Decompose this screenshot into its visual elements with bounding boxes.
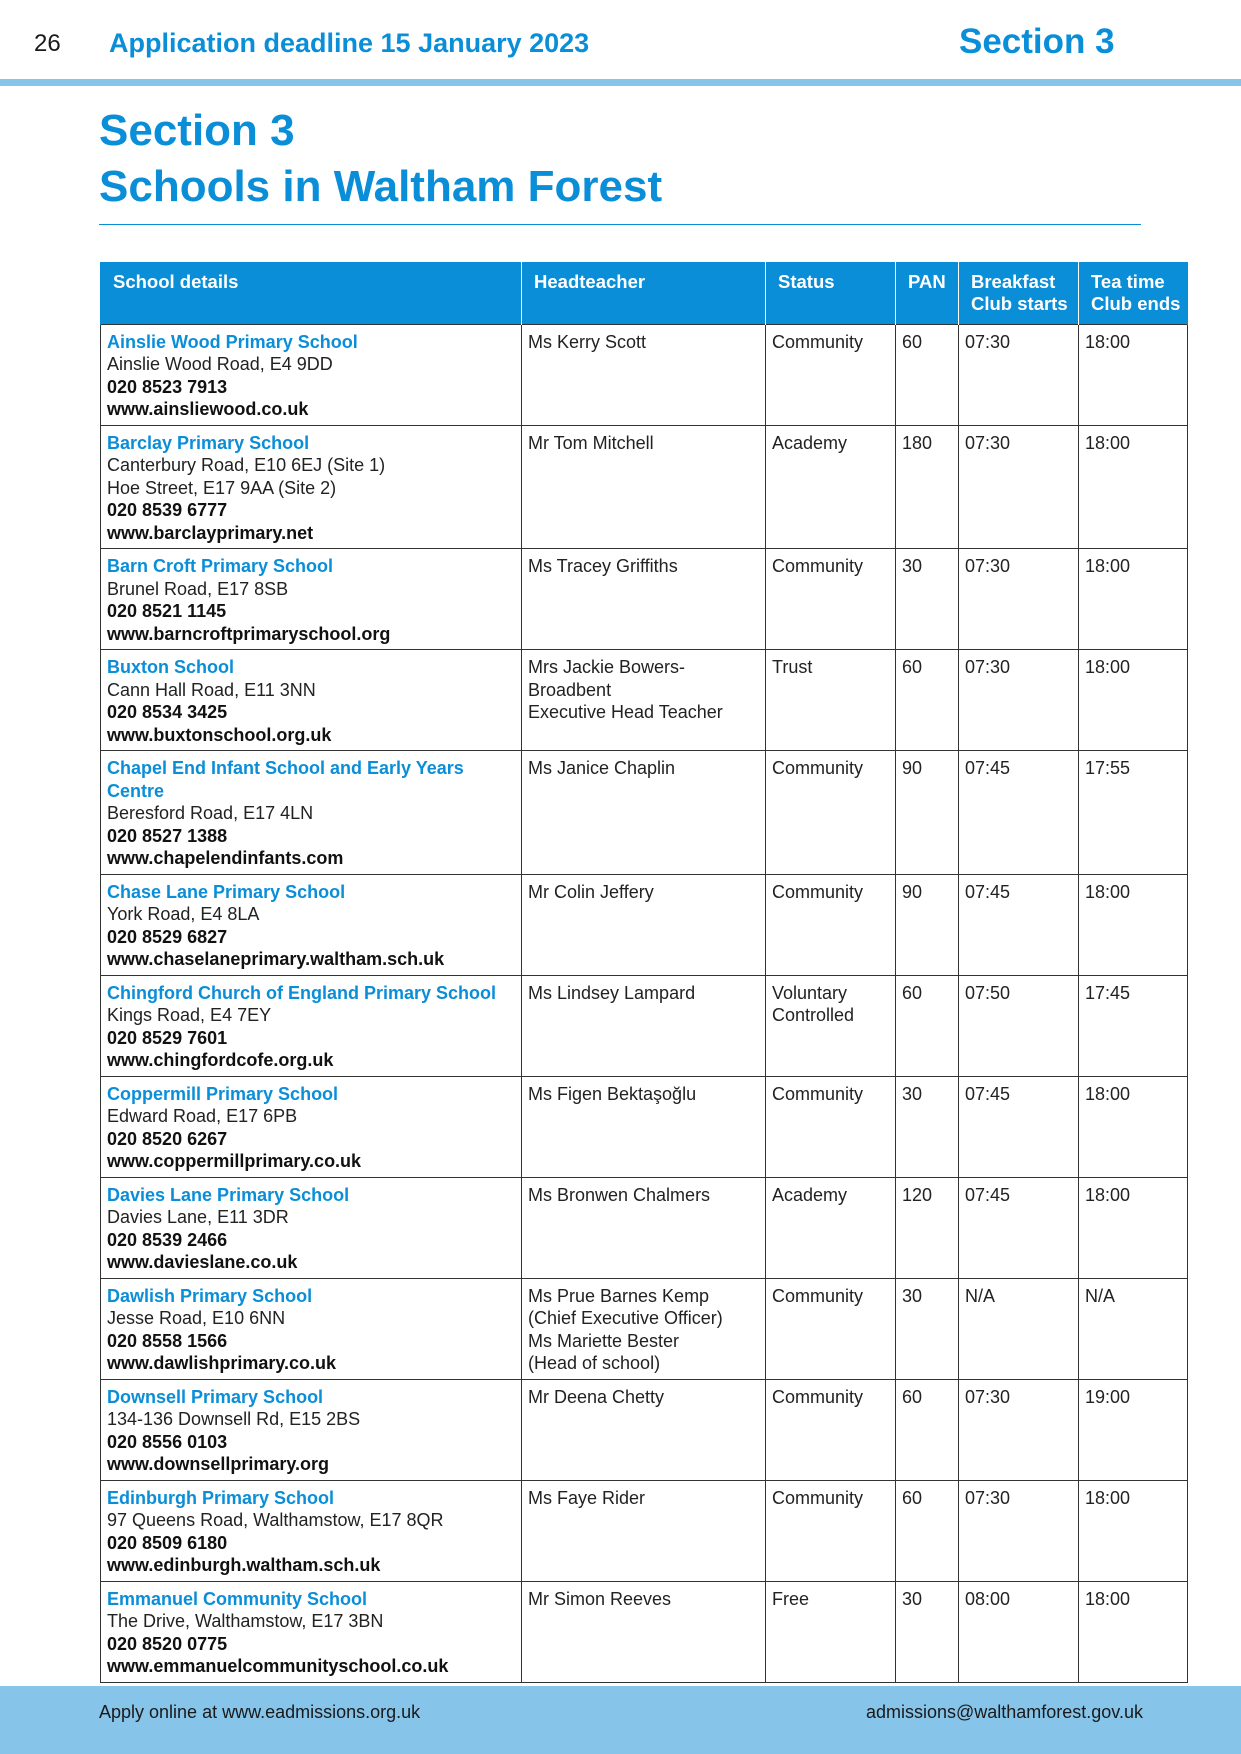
status-cell xyxy=(766,975,896,1076)
status-cell xyxy=(766,1379,896,1480)
school-phone: 020 8520 6267 xyxy=(107,1128,228,1149)
school-name: Downsell Primary School xyxy=(107,1386,324,1407)
headteacher-line: Ms Janice Chaplin xyxy=(528,758,676,778)
school-phone: 020 8529 6827 xyxy=(107,926,228,947)
status-cell xyxy=(766,1076,896,1177)
school-address: Brunel Road, E17 8SB xyxy=(107,578,289,599)
headteacher-line: Ms Prue Barnes Kemp xyxy=(528,1285,710,1306)
breakfast-club-cell: 07:30 xyxy=(959,1379,1079,1480)
school-phone: 020 8527 1388 xyxy=(107,825,228,846)
pan-cell: 60 xyxy=(896,975,959,1076)
headteacher-cell xyxy=(522,1581,766,1682)
status-line: Community xyxy=(772,1285,864,1306)
tea-header-line-1: Tea time xyxy=(1091,271,1165,292)
table-row xyxy=(101,1379,1188,1480)
table-row xyxy=(101,874,1188,975)
headteacher-line: Ms Kerry Scott xyxy=(528,331,647,352)
school-details-cell xyxy=(101,1278,522,1379)
school-details-cell xyxy=(101,975,522,1076)
school-phone: 020 8539 2466 xyxy=(107,1229,228,1250)
school-phone: 020 8509 6180 xyxy=(107,1532,228,1553)
schools-table xyxy=(100,262,1188,1683)
col-header-breakfast xyxy=(959,262,1079,324)
tea-club-cell: 19:00 xyxy=(1079,1379,1188,1480)
school-address: Jesse Road, E10 6NN xyxy=(107,1308,286,1328)
col-header-headteacher: Headteacher xyxy=(522,262,766,324)
tea-club-cell: 18:00 xyxy=(1079,874,1188,975)
headteacher-cell xyxy=(522,1177,766,1278)
pan-cell: 180 xyxy=(896,425,959,549)
headteacher-line: Mr Deena Chetty xyxy=(528,1386,665,1407)
headteacher-cell xyxy=(522,751,766,875)
school-details-cell xyxy=(101,650,522,751)
tea-club-cell: 18:00 xyxy=(1079,1177,1188,1278)
status-line: Controlled xyxy=(772,1005,855,1025)
headteacher-line: Ms Tracey Griffiths xyxy=(528,556,678,576)
headteacher-cell xyxy=(522,1379,766,1480)
pan-cell: 60 xyxy=(896,1480,959,1581)
headteacher-cell xyxy=(522,874,766,975)
school-details-cell xyxy=(101,1581,522,1682)
pan-cell: 30 xyxy=(896,1278,959,1379)
tea-club-cell: 18:00 xyxy=(1079,324,1188,425)
school-name: Ainslie Wood Primary School xyxy=(107,331,358,352)
pan-cell: 30 xyxy=(896,1076,959,1177)
tea-header-line-2: Club ends xyxy=(1091,293,1181,314)
page-number: 26 xyxy=(34,30,61,57)
headteacher-line: (Head of school) xyxy=(528,1353,661,1373)
school-details-cell xyxy=(101,1076,522,1177)
col-header-status: Status xyxy=(766,262,896,324)
contact-email: admissions@walthamforest.gov.uk xyxy=(865,1702,1143,1722)
table-row xyxy=(101,1581,1188,1682)
headteacher-line: Ms Figen Bektaşoğlu xyxy=(528,1083,697,1104)
tea-club-cell: 18:00 xyxy=(1079,1480,1188,1581)
table-row xyxy=(101,324,1188,425)
headteacher-cell xyxy=(522,1076,766,1177)
breakfast-club-cell: 07:30 xyxy=(959,324,1079,425)
status-line: Community xyxy=(772,1083,864,1104)
school-phone: 020 8556 0103 xyxy=(107,1431,228,1452)
tea-club-cell: 17:55 xyxy=(1079,751,1188,875)
tea-club-cell: 18:00 xyxy=(1079,650,1188,751)
pan-cell: 90 xyxy=(896,874,959,975)
title-line-1: Section 3 xyxy=(99,106,295,155)
school-website: www.chingfordcofe.org.uk xyxy=(107,1050,334,1070)
school-website: www.edinburgh.waltham.sch.uk xyxy=(107,1555,381,1575)
school-phone: 020 8529 7601 xyxy=(107,1027,228,1048)
headteacher-cell xyxy=(522,650,766,751)
breakfast-club-cell: 07:45 xyxy=(959,1177,1079,1278)
headteacher-cell xyxy=(522,1278,766,1379)
headteacher-line: Ms Mariette Bester xyxy=(528,1330,680,1351)
status-cell xyxy=(766,650,896,751)
breakfast-club-cell: 07:45 xyxy=(959,1076,1079,1177)
school-name: Dawlish Primary School xyxy=(107,1285,313,1306)
tea-club-cell: N/A xyxy=(1079,1278,1188,1379)
school-address: Hoe Street, E17 9AA (Site 2) xyxy=(107,477,337,498)
table-row xyxy=(101,1076,1188,1177)
school-website: www.coppermillprimary.co.uk xyxy=(107,1151,362,1171)
school-address: 97 Queens Road, Walthamstow, E17 8QR xyxy=(107,1510,444,1530)
school-address: Kings Road, E4 7EY xyxy=(107,1005,272,1025)
headteacher-line: Mr Tom Mitchell xyxy=(528,432,654,453)
school-details-cell xyxy=(101,324,522,425)
headteacher-cell xyxy=(522,324,766,425)
status-line: Community xyxy=(772,881,864,902)
headteacher-line: Broadbent xyxy=(528,679,612,700)
pan-cell: 90 xyxy=(896,751,959,875)
headteacher-line: Ms Lindsey Lampard xyxy=(528,982,696,1003)
header-rule xyxy=(0,79,1241,86)
table-row xyxy=(101,975,1188,1076)
headteacher-line: Executive Head Teacher xyxy=(528,702,723,722)
title-divider xyxy=(99,224,1141,225)
school-address: Edward Road, E17 6PB xyxy=(107,1106,298,1126)
headteacher-line: Mr Colin Jeffery xyxy=(528,881,654,902)
school-name: Chapel End Infant School and Early Years Centre xyxy=(107,758,464,801)
status-cell xyxy=(766,1278,896,1379)
table-row xyxy=(101,1278,1188,1379)
table-row xyxy=(101,425,1188,549)
status-cell xyxy=(766,549,896,650)
school-address: 134-136 Downsell Rd, E15 2BS xyxy=(107,1409,361,1429)
headteacher-cell xyxy=(522,1480,766,1581)
school-details-cell xyxy=(101,751,522,875)
status-line: Academy xyxy=(772,1184,848,1205)
deadline-text: Application deadline 15 January 2023 xyxy=(109,28,590,58)
breakfast-club-cell: 07:45 xyxy=(959,874,1079,975)
tea-club-cell: 18:00 xyxy=(1079,425,1188,549)
school-name: Chingford Church of England Primary School xyxy=(107,982,497,1003)
headteacher-line: Mrs Jackie Bowers- xyxy=(528,657,686,677)
apply-online-text: Apply online at www.eadmissions.org.uk xyxy=(99,1702,421,1722)
school-name: Chase Lane Primary School xyxy=(107,881,346,902)
pan-cell: 30 xyxy=(896,1581,959,1682)
breakfast-club-cell: N/A xyxy=(959,1278,1079,1379)
breakfast-header-line-2: Club starts xyxy=(971,293,1068,314)
school-website: www.barclayprimary.net xyxy=(107,522,314,543)
school-website: www.davieslane.co.uk xyxy=(107,1252,298,1272)
status-cell xyxy=(766,1177,896,1278)
pan-cell: 60 xyxy=(896,1379,959,1480)
school-website: www.emmanuelcommunityschool.co.uk xyxy=(107,1656,449,1676)
pan-cell: 60 xyxy=(896,650,959,751)
school-details-cell xyxy=(101,549,522,650)
school-website: www.barncroftprimaryschool.org xyxy=(107,623,391,644)
page-header xyxy=(0,0,1241,86)
school-details-cell xyxy=(101,1177,522,1278)
school-phone: 020 8539 6777 xyxy=(107,500,228,520)
breakfast-club-cell: 07:30 xyxy=(959,549,1079,650)
pan-cell: 120 xyxy=(896,1177,959,1278)
school-name: Emmanuel Community School xyxy=(107,1588,368,1609)
status-cell xyxy=(766,425,896,549)
school-address: Ainslie Wood Road, E4 9DD xyxy=(107,354,333,374)
page-title xyxy=(99,103,662,215)
status-line: Community xyxy=(772,758,864,778)
status-line: Voluntary xyxy=(772,982,848,1003)
school-name: Edinburgh Primary School xyxy=(107,1487,335,1508)
table-row xyxy=(101,1177,1188,1278)
school-website: www.dawlishprimary.co.uk xyxy=(107,1353,337,1373)
school-website: www.chapelendinfants.com xyxy=(107,848,344,868)
school-details-cell xyxy=(101,1379,522,1480)
school-address: The Drive, Walthamstow, E17 3BN xyxy=(107,1611,384,1631)
school-phone: 020 8523 7913 xyxy=(107,376,228,397)
school-name: Barn Croft Primary School xyxy=(107,556,334,576)
pan-cell: 30 xyxy=(896,549,959,650)
status-line: Free xyxy=(772,1588,810,1609)
col-header-tea xyxy=(1079,262,1188,324)
pan-cell: 60 xyxy=(896,324,959,425)
status-line: Academy xyxy=(772,432,848,453)
school-details-cell xyxy=(101,874,522,975)
status-cell xyxy=(766,751,896,875)
school-website: www.buxtonschool.org.uk xyxy=(107,724,332,745)
breakfast-club-cell: 07:45 xyxy=(959,751,1079,875)
status-line: Community xyxy=(772,556,864,576)
school-phone: 020 8520 0775 xyxy=(107,1633,228,1654)
status-line: Trust xyxy=(772,657,813,677)
school-website: www.ainsliewood.co.uk xyxy=(107,399,309,419)
school-phone: 020 8558 1566 xyxy=(107,1330,228,1351)
table-header-row xyxy=(101,262,1188,324)
status-cell xyxy=(766,324,896,425)
status-line: Community xyxy=(772,1487,864,1508)
headteacher-line: Mr Simon Reeves xyxy=(528,1588,672,1609)
school-address: Canterbury Road, E10 6EJ (Site 1) xyxy=(107,455,386,475)
breakfast-header-line-1: Breakfast xyxy=(971,271,1056,292)
status-cell xyxy=(766,1581,896,1682)
school-details-cell xyxy=(101,425,522,549)
tea-club-cell: 18:00 xyxy=(1079,1581,1188,1682)
school-details-cell xyxy=(101,1480,522,1581)
breakfast-club-cell: 07:30 xyxy=(959,1480,1079,1581)
school-address: York Road, E4 8LA xyxy=(107,904,260,924)
breakfast-club-cell: 07:30 xyxy=(959,650,1079,751)
table-body xyxy=(101,324,1188,1682)
headteacher-cell xyxy=(522,549,766,650)
col-header-school: School details xyxy=(101,262,522,324)
school-address: Cann Hall Road, E11 3NN xyxy=(107,679,316,700)
headteacher-line: Ms Faye Rider xyxy=(528,1487,646,1508)
school-website: www.chaselaneprimary.waltham.sch.uk xyxy=(107,949,445,969)
tea-club-cell: 17:45 xyxy=(1079,975,1188,1076)
breakfast-club-cell: 07:30 xyxy=(959,425,1079,549)
title-line-2: Schools in Waltham Forest xyxy=(99,162,663,211)
status-line: Community xyxy=(772,1386,864,1407)
school-name: Davies Lane Primary School xyxy=(107,1184,350,1205)
school-name: Coppermill Primary School xyxy=(107,1083,339,1104)
school-address: Davies Lane, E11 3DR xyxy=(107,1207,289,1227)
status-line: Community xyxy=(772,331,864,352)
breakfast-club-cell: 07:50 xyxy=(959,975,1079,1076)
section-label: Section 3 xyxy=(959,22,1115,61)
school-name: Barclay Primary School xyxy=(107,432,310,453)
table-row xyxy=(101,549,1188,650)
table-row xyxy=(101,751,1188,875)
headteacher-line: (Chief Executive Officer) xyxy=(528,1308,723,1328)
headteacher-cell xyxy=(522,975,766,1076)
col-header-pan: PAN xyxy=(896,262,959,324)
school-website: www.downsellprimary.org xyxy=(107,1454,330,1474)
table-row xyxy=(101,1480,1188,1581)
headteacher-line: Ms Bronwen Chalmers xyxy=(528,1184,711,1205)
headteacher-cell xyxy=(522,425,766,549)
status-cell xyxy=(766,1480,896,1581)
school-address: Beresford Road, E17 4LN xyxy=(107,803,314,823)
table-row xyxy=(101,650,1188,751)
breakfast-club-cell: 08:00 xyxy=(959,1581,1079,1682)
tea-club-cell: 18:00 xyxy=(1079,1076,1188,1177)
tea-club-cell: 18:00 xyxy=(1079,549,1188,650)
status-cell xyxy=(766,874,896,975)
school-phone: 020 8534 3425 xyxy=(107,702,228,722)
school-name: Buxton School xyxy=(107,657,234,677)
school-phone: 020 8521 1145 xyxy=(107,601,227,621)
